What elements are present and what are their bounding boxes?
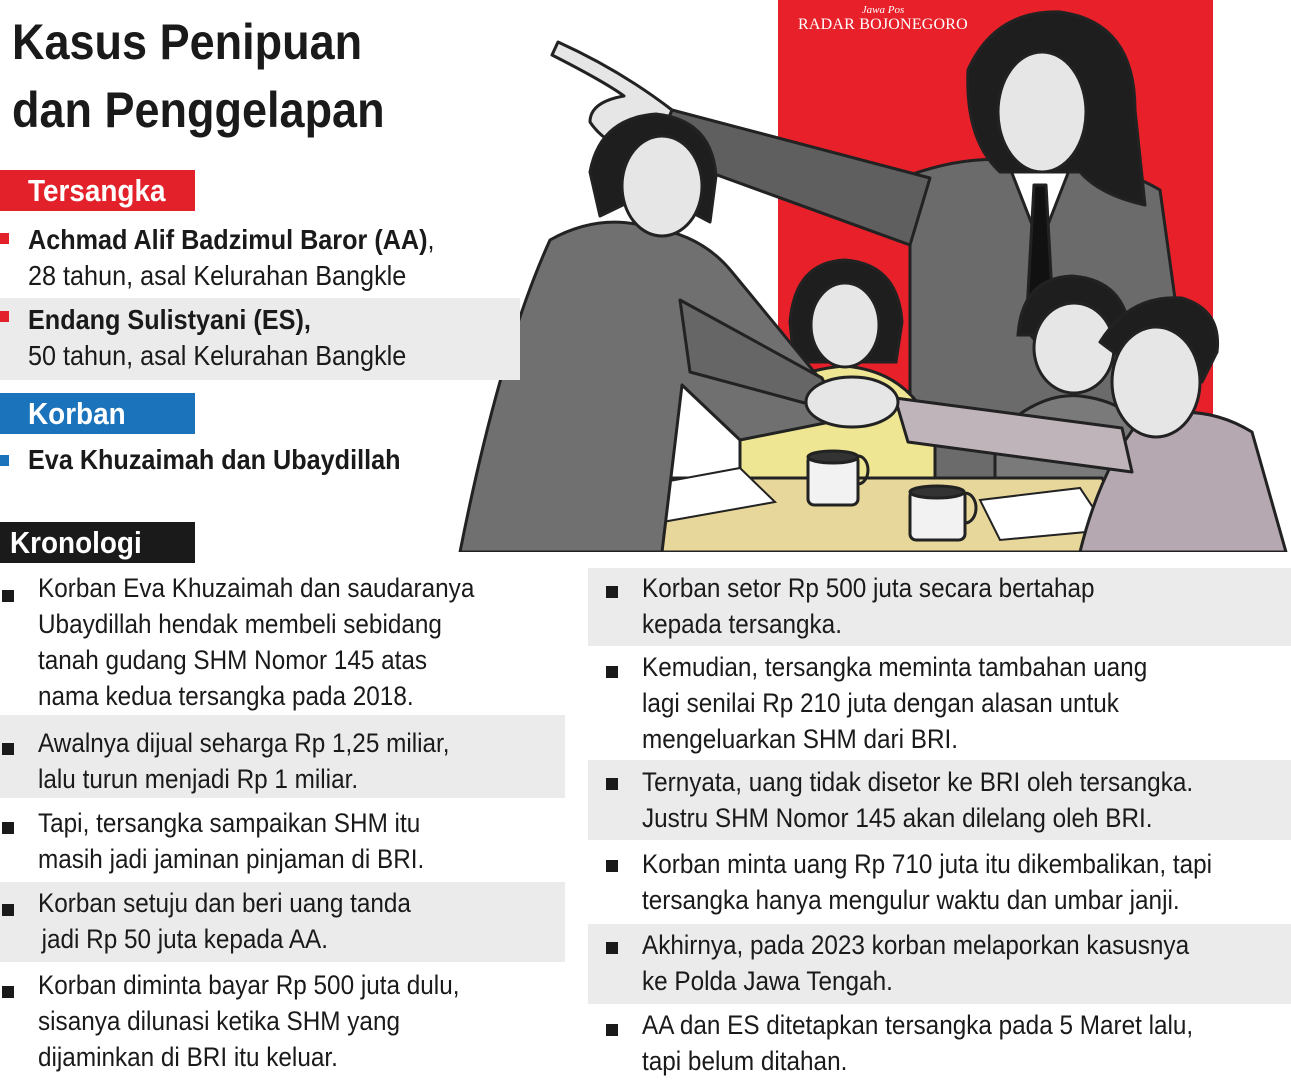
- black-bullet-icon: [606, 860, 618, 872]
- tersangka-name-line: [28, 222, 471, 258]
- red-bullet-icon: [0, 311, 9, 322]
- kronologi-line: ke Polda Jawa Tengah.: [642, 966, 893, 996]
- black-bullet-icon: [606, 778, 618, 790]
- title-line: Kasus Penipuan: [12, 14, 363, 70]
- coffee-cup: [808, 451, 868, 505]
- kronologi-line: lalu turun menjadi Rp 1 miliar.: [38, 764, 359, 794]
- kronologi-line: Ternyata, uang tidak disetor ke BRI oleh tersangka.: [642, 767, 1194, 797]
- yellow-woman-face: [811, 283, 879, 367]
- tersangka-detail: 50 tahun, asal Kelurahan Bangkle: [28, 340, 407, 371]
- kronologi-line: Awalnya dijual seharga Rp 1,25 miliar,: [38, 728, 450, 758]
- black-bullet-icon: [2, 743, 14, 755]
- kronologi-line: Akhirnya, pada 2023 korban melaporkan kasusnya: [642, 930, 1190, 960]
- kronologi-line: lagi senilai Rp 210 juta dengan alasan untuk: [642, 688, 1119, 718]
- blue-bullet-icon: [0, 455, 9, 466]
- publisher-logo: [778, 4, 988, 34]
- black-bullet-icon: [2, 904, 14, 916]
- kronologi-line: Tapi, tersangka sampaikan SHM itu: [38, 808, 421, 838]
- kronologi-item: [0, 964, 565, 1088]
- black-bullet-icon: [606, 666, 618, 678]
- kronologi-line: masih jadi jaminan pinjaman di BRI.: [38, 844, 425, 874]
- tersangka-item: [0, 298, 520, 380]
- black-bullet-icon: [606, 942, 618, 954]
- kronologi-line: Justru SHM Nomor 145 akan dilelang oleh BRI.: [642, 803, 1153, 833]
- kronologi-line: Korban setuju dan beri uang tanda: [38, 888, 411, 918]
- kronologi-line: AA dan ES ditetapkan tersangka pada 5 Maret lalu,: [642, 1010, 1194, 1040]
- section-label-kronologi: [0, 522, 195, 563]
- section-label-text: Tersangka: [28, 173, 166, 208]
- kronologi-item: [588, 842, 1291, 922]
- coffee-cup: [910, 486, 976, 540]
- kronologi-line: tapi belum ditahan.: [642, 1046, 848, 1076]
- black-bullet-icon: [2, 986, 14, 998]
- kronologi-item: [0, 715, 565, 798]
- tersangka-name: Endang Sulistyani (ES),: [28, 304, 311, 335]
- tersangka-detail: 28 tahun, asal Kelurahan Bangkle: [28, 260, 407, 291]
- tersangka-name: Achmad Alif Badzimul Baror (AA): [28, 224, 428, 255]
- illustration: [440, 0, 1291, 552]
- title-line: dan Penggelapan: [12, 82, 385, 138]
- kronologi-line: kepada tersangka.: [642, 609, 842, 639]
- kronologi-item: [588, 568, 1291, 646]
- kronologi-item: [588, 924, 1291, 1004]
- handshake: [806, 377, 898, 427]
- section-label-korban: [0, 393, 195, 434]
- kronologi-line: jadi Rp 50 juta kepada AA.: [41, 924, 329, 954]
- kronologi-line: Korban setor Rp 500 juta secara bertahap: [642, 573, 1095, 603]
- kronologi-item: [588, 648, 1291, 758]
- kronologi-item: [0, 882, 565, 962]
- black-bullet-icon: [606, 586, 618, 598]
- man-head: [1112, 327, 1200, 437]
- kronologi-line: dijaminkan di BRI itu keluar.: [38, 1042, 338, 1072]
- black-bullet-icon: [2, 590, 14, 602]
- section-label-text: Kronologi: [10, 525, 142, 560]
- kronologi-line: Ubaydillah hendak membeli sebidang: [38, 609, 442, 639]
- black-bullet-icon: [2, 822, 14, 834]
- logo-top-text: Jawa Pos: [861, 4, 905, 16]
- korban-item: [0, 442, 440, 478]
- kronologi-line: Korban Eva Khuzaimah dan saudaranya: [38, 573, 475, 603]
- red-bullet-icon: [0, 233, 9, 244]
- kronologi-item: [588, 760, 1291, 840]
- black-bullet-icon: [606, 1024, 618, 1036]
- tersangka-name-suffix: ,: [427, 224, 435, 255]
- standing-woman-face: [998, 52, 1086, 172]
- kronologi-line: tanah gudang SHM Nomor 145 atas: [38, 645, 428, 675]
- logo-main-text: RADAR BOJONEGORO: [798, 16, 968, 33]
- kronologi-item: [588, 1006, 1291, 1088]
- tersangka-item: [0, 220, 520, 298]
- kronologi-line: Korban minta uang Rp 710 juta itu dikembalikan, tapi: [642, 849, 1213, 879]
- section-label-text: Korban: [28, 396, 126, 431]
- boy-face: [1034, 303, 1114, 393]
- kronologi-item: [0, 568, 565, 713]
- seated-woman-face: [622, 136, 702, 236]
- kronologi-line: Korban diminta bayar Rp 500 juta dulu,: [38, 970, 460, 1000]
- kronologi-line: nama kedua tersangka pada 2018.: [38, 681, 414, 711]
- kronologi-line: sisanya dilunasi ketika SHM yang: [38, 1006, 400, 1036]
- korban-name: Eva Khuzaimah dan Ubaydillah: [28, 444, 401, 475]
- kronologi-item: [0, 800, 565, 880]
- page-title: [12, 8, 426, 144]
- kronologi-line: tersangka hanya mengulur waktu dan umbar janji.: [642, 885, 1180, 915]
- kronologi-line: mengeluarkan SHM dari BRI.: [642, 724, 959, 754]
- section-label-tersangka: [0, 170, 195, 211]
- kronologi-line: Kemudian, tersangka meminta tambahan uang: [642, 652, 1148, 682]
